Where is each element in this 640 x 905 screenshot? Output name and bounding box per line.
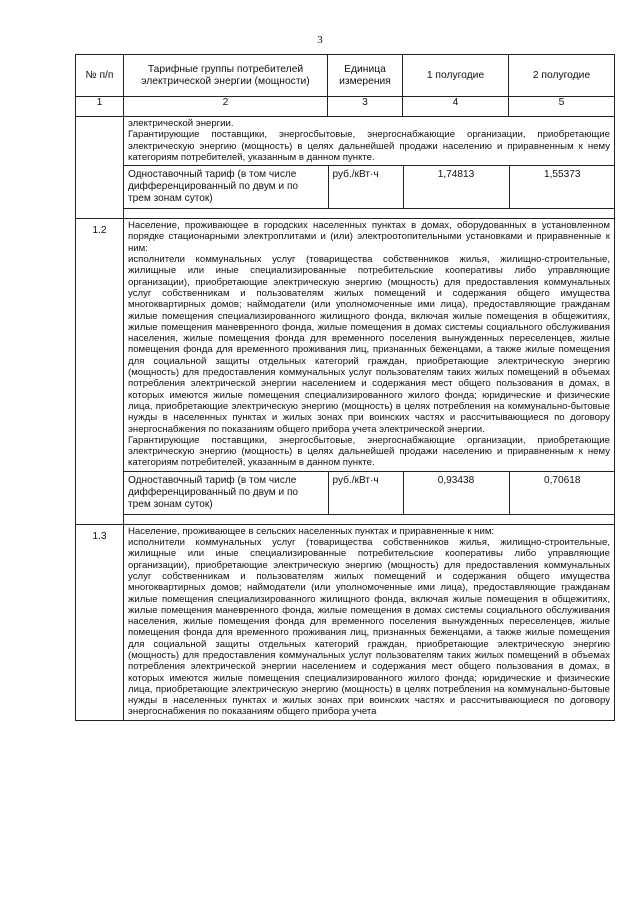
row-number bbox=[76, 117, 124, 219]
header-unit: Единица измерения bbox=[328, 55, 403, 97]
column-index: 1 bbox=[76, 97, 124, 117]
tariff-value-h1: 0,93438 bbox=[403, 471, 509, 514]
tariff-subrow bbox=[124, 471, 615, 515]
description-paragraph: Гарантирующие поставщики, энергосбытовые, энергоснабжающие организации, приобретающие электрическую энергию (мощность) в целях дальнейшей продажи населению и приравненным к нему категориям потребителей, указанным в данном пункте. bbox=[128, 434, 610, 469]
tariff-unit: руб./кВт·ч bbox=[328, 166, 403, 209]
description-paragraph: Население, проживающее в городских населенных пунктах в домах, оборудованных в установленном порядке стационарными электроплитами и (или) электроотопительными установками и приравненные к ним: bbox=[128, 220, 610, 254]
tariff-table bbox=[75, 54, 615, 721]
row-content bbox=[124, 219, 615, 525]
tariff-value-h2: 1,55373 bbox=[509, 166, 615, 209]
header-number: № п/п bbox=[76, 55, 124, 97]
column-index: 4 bbox=[403, 97, 509, 117]
tariff-value-h2: 0,70618 bbox=[509, 471, 615, 514]
description-paragraph: Гарантирующие поставщики, энергосбытовые, энергоснабжающие организации, приобретающие электрическую энергию (мощность) в целях дальнейшей продажи населению и приравненным к нему категориям потребителей, указанным в данном пункте. bbox=[128, 129, 610, 163]
page-number: 3 bbox=[317, 34, 323, 46]
row-number: 1.3 bbox=[76, 524, 124, 720]
row-description bbox=[124, 525, 614, 720]
row-content bbox=[124, 117, 615, 219]
table-row bbox=[76, 524, 615, 720]
column-index: 2 bbox=[124, 97, 328, 117]
column-index: 3 bbox=[328, 97, 403, 117]
table-row bbox=[76, 219, 615, 525]
header-half-1: 1 полугодие bbox=[403, 55, 509, 97]
description-paragraph: исполнители коммунальных услуг (товарищества собственников жилья, жилищно-строительные, жилищные или иные специализированные потребительские кооперативы либо управляющие организации), приобретающие электрическую энергию (мощность) для предоставления коммунальных услуг собственникам и пользователям жилых помещений и содержания общего имущества многоквартирных домов; наймодатели (или уполномоченные ими лица), предоставляющие гражданам жилые помещения специализированного жилищного фонда, включая жилые помещения в общежитиях, жилые помещения маневренного фонда, жилые помещения в домах системы социального обслуживания населения, жилые помещения фонда для временного поселения вынужденных переселенцев, жилые помещения фонда для временного проживания лиц, признанных беженцами, а также жилые помещения для социальной защиты отдельных категорий граждан, приобретающие электрическую энергию (мощность) для предоставления коммунальных услуг пользователям таких жилых помещений в объемах потребления электрической энергии населением и содержания мест общего пользования в домах, в которых имеются жилые помещения специализированного жилого фонда; юридические и физические лица, приобретающие электрическую энергию (мощность) в целях потребления на коммунально-бытовые нужды в населенных пунктах и жилых зонах при воинских частях и рассчитывающиеся по договору энергоснабжения по показаниям общего прибора учета электрической энергии. bbox=[128, 254, 610, 435]
table-header-row bbox=[76, 55, 615, 97]
header-tariff-groups: Тарифные группы потребителей электрической энергии (мощности) bbox=[124, 55, 328, 97]
tariff-value-h1: 1,74813 bbox=[403, 166, 509, 209]
tariff-name: Одноставочный тариф (в том числе дифференцированный по двум и по трем зонам суток) bbox=[124, 471, 328, 514]
description-paragraph: Население, проживающее в сельских населенных пунктах и приравненные к ним: bbox=[128, 525, 495, 537]
description-paragraph: исполнители коммунальных услуг (товарищества собственников жилья, жилищно-строительные, жилищные или иные специализированные потребительские кооперативы либо управляющие организации), приобретающие электрическую энергию (мощность) для предоставления коммунальных услуг собственникам и пользователям жилых помещений и содержания общего имущества многоквартирных домов; наймодатели (или уполномоченные ими лица), предоставляющие гражданам жилые помещения специализированного жилищного фонда, включая жилые помещения в общежитиях, жилые помещения маневренного фонда, жилые помещения в домах системы социального обслуживания населения, жилые помещения фонда для временного поселения вынужденных переселенцев, жилые помещения фонда для временного проживания лиц, признанных беженцами, а также жилые помещения для социальной защиты отдельных категорий граждан, приобретающие электрическую энергию (мощность) для предоставления коммунальных услуг пользователям таких жилых помещений в объемах потребления электрической энергии населением и содержания мест общего пользования в домах, в которых имеются жилые помещения специализированного жилого фонда; юридические и физические лица, приобретающие электрическую энергию (мощность) в целях потребления на коммунально-бытовые нужды в населенных пунктах и жилых зонах при воинских частях и рассчитывающиеся по договору энергоснабжения по показаниям общего прибора учета bbox=[128, 537, 610, 718]
header-half-2: 2 полугодие bbox=[509, 55, 615, 97]
table-row bbox=[76, 117, 615, 219]
row-description bbox=[124, 117, 614, 165]
row-content bbox=[124, 524, 615, 720]
column-index-row bbox=[76, 97, 615, 117]
tariff-name: Одноставочный тариф (в том числе дифференцированный по двум и по трем зонам суток) bbox=[124, 166, 328, 209]
row-description bbox=[124, 219, 614, 471]
column-index: 5 bbox=[509, 97, 615, 117]
description-paragraph: электрической энергии. bbox=[128, 118, 234, 129]
row-number: 1.2 bbox=[76, 219, 124, 525]
tariff-subrow bbox=[124, 165, 615, 209]
tariff-unit: руб./кВт·ч bbox=[328, 471, 403, 514]
